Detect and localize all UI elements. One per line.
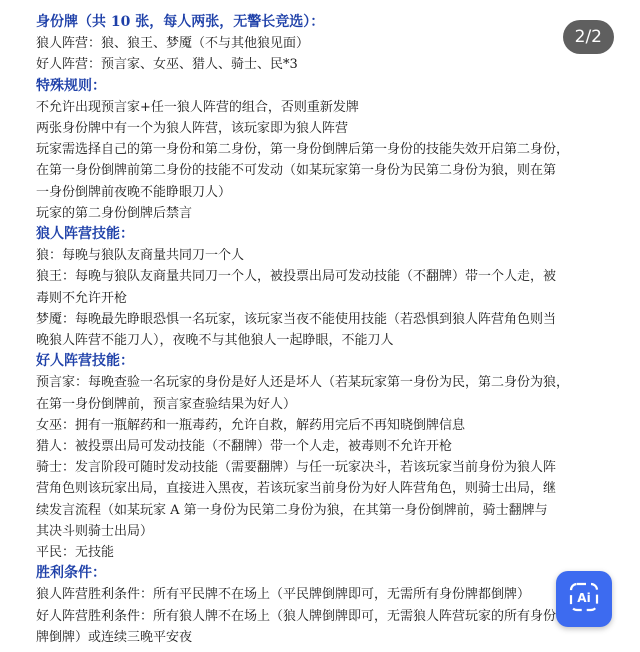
good-camp-cards: 好人阵营：预言家、女巫、猎人、骑士、民*3	[36, 57, 298, 73]
identity-heading: 身份牌（共 10 张，每人两张，无警长竞选）：	[36, 14, 325, 30]
wolf-camp-cards: 狼人阵营：狼、狼王、梦魇（不与其他狼见面）	[36, 36, 310, 52]
good-skill-line: 在第一身份倒牌前，预言家查验结果为好人）	[36, 396, 297, 412]
ai-image-icon	[568, 581, 600, 617]
wolf-skills-heading: 狼人阵营技能：	[36, 226, 134, 243]
wolf-skill-line: 毒则不允许开枪	[36, 290, 128, 306]
good-skill-line: 其决斗则骑士出局）	[36, 523, 154, 539]
victory-line: 好人阵营胜利条件：所有狼人牌不在场上（狼人牌倒牌即可，无需狼人阵营玩家的所有身份	[36, 608, 557, 624]
special-rules-heading: 特殊规则：	[36, 77, 106, 94]
good-skills-heading: 好人阵营技能：	[36, 353, 134, 370]
good-skill-line: 女巫：拥有一瓶解药和一瓶毒药，允许自救，解药用完后不再知晓倒牌信息	[36, 417, 466, 433]
special-rule-line: 不允许出现预言家+任一狼人阵营的组合，否则重新发牌	[36, 99, 359, 115]
special-rule-line: 在第一身份倒牌前第二身份的技能不可发动（如某玩家第一身份为民第二身份为狼，则在第	[36, 163, 557, 179]
special-rule-line: 一身份倒牌前夜晚不能睁眼刀人）	[36, 184, 232, 200]
good-skill-line: 猎人：被投票出局可发动技能（不翻牌）带一个人走，被毒则不允许开枪	[36, 439, 453, 455]
special-rule-line: 玩家需选择自己的第一身份和第二身份，第一身份倒牌后第一身份的技能失效开启第二身份，	[36, 142, 570, 158]
victory-line: 狼人阵营胜利条件：所有平民牌不在场上（平民牌倒牌即可，无需所有身份牌都倒牌）	[36, 587, 531, 603]
special-rule-line: 玩家的第二身份倒牌后禁言	[36, 205, 193, 221]
wolf-skill-line: 狼：每晚与狼队友商量共同刀一个人	[36, 248, 245, 264]
page-indicator: 2/2	[563, 20, 614, 54]
good-skill-line: 续发言流程（如某玩家 A 第一身份为民第二身份为狼，在其第一身份倒牌前，骑士翻牌与	[36, 502, 548, 518]
good-skill-line: 平民：无技能	[36, 545, 115, 561]
svg-text:Ai: Ai	[577, 591, 591, 605]
ai-image-button[interactable]	[556, 571, 612, 627]
victory-heading: 胜利条件：	[36, 565, 106, 582]
wolf-skill-line: 狼王：每晚与狼队友商量共同刀一个人，被投票出局可发动技能（不翻牌）带一个人走，被	[36, 269, 557, 285]
good-skill-line: 骑士：发言阶段可随时发动技能（需要翻牌）与任一玩家决斗，若该玩家当前身份为狼人阵	[36, 460, 557, 476]
good-skill-line: 预言家：每晚查验一名玩家的身份是好人还是坏人（若某玩家第一身份为民，第二身份为狼，	[36, 375, 570, 391]
wolf-skill-line: 晚狼人阵营不能刀人），夜晚不与其他狼人一起睁眼，不能刀人	[36, 333, 394, 349]
good-skill-line: 营角色则该玩家出局，直接进入黑夜，若该玩家当前身份为好人阵营角色，则骑士出局，继	[36, 481, 557, 497]
victory-line: 牌倒牌）或连续三晚平安夜	[36, 629, 193, 645]
wolf-skill-line: 梦魇：每晚最先睁眼恐惧一名玩家，该玩家当夜不能使用技能（若恐惧到狼人阵营角色则当	[36, 311, 557, 327]
special-rule-line: 两张身份牌中有一个为狼人阵营，该玩家即为狼人阵营	[36, 121, 349, 137]
